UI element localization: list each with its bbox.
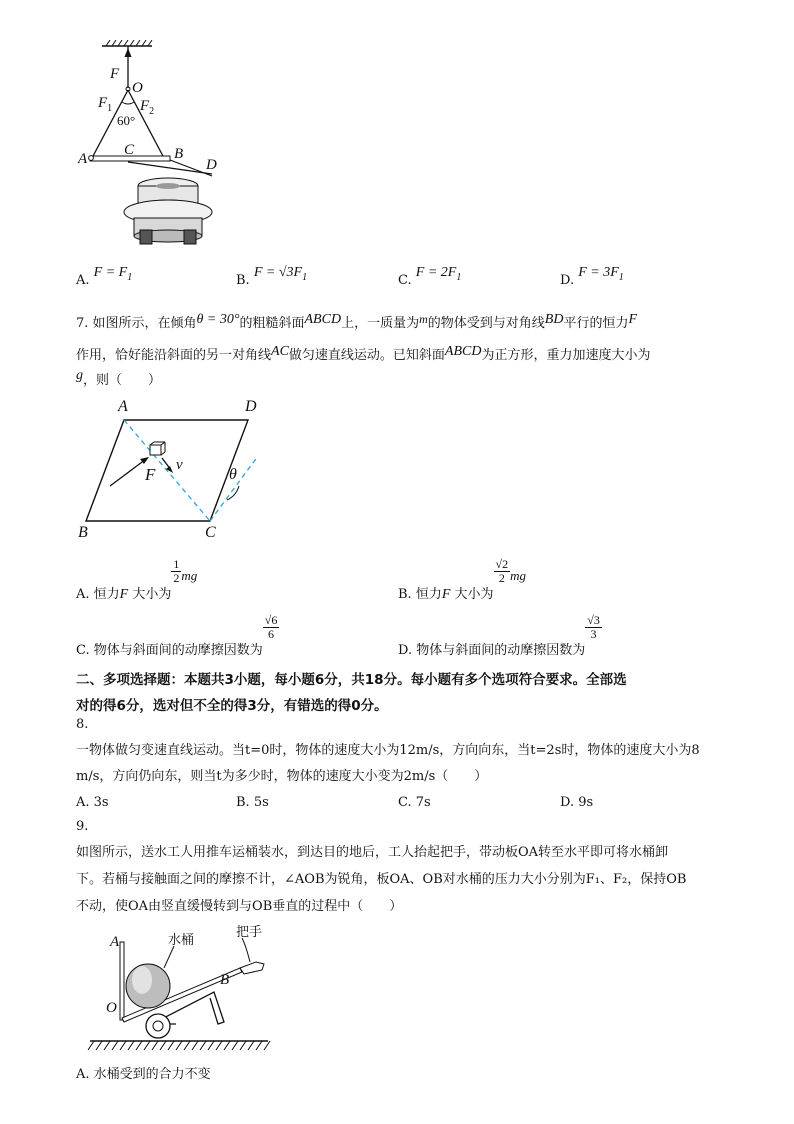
q8-option-a: A. 3s [76,795,109,810]
q6-label-C: C [124,142,135,158]
q9-label-bucket: 水桶 [168,933,195,948]
q6-option-c: C. $F = 2F_1$ [398,265,462,288]
q6-label-O: O [132,80,143,96]
section2-line-1: 二、多项选择题：本题共3小题，每小题6分，共18分。每小题有多个选项符合要求。全部选 [76,672,627,688]
q6-label-B: B [174,146,184,162]
q7-label-C: C [205,524,216,541]
q8-option-b: B. 5s [236,795,269,810]
q9-label-B: B [220,972,230,988]
q7-line-2: 作用，恰好能沿斜面的另一对角线AC做匀速直线运动。已知斜面ABCD为正方形，重力加速度大小为 [76,344,651,363]
section2-line-2: 对的得6分，选对但不全的得3分，有错选的得0分。 [76,698,388,714]
q6-label-A: A [78,151,88,167]
q9-line-3: 不动，使OA由竖直缓慢转到与OB垂直的过程中（ ） [76,899,403,914]
q7-option-b: B. 恒力F 大小为 $\frac{√2}{2}$ mg [398,557,527,602]
q6-label-angle: 60° [117,113,136,128]
q6-label-F2: $F_2$ [140,98,155,117]
q7-label-v: v [176,457,183,473]
q6-option-d: D. $F = 3F_1$ [560,265,624,288]
q7-label-F: F [145,465,156,484]
q8-option-c: C. 7s [398,795,431,810]
q9-number: 9. [76,819,89,834]
q6-option-a: A. $F = F_1$ [76,265,133,288]
q9-option-a: A. 水桶受到的合力不变 [76,1067,211,1082]
q7-label-D: D [245,398,257,415]
q7-option-a: A. 恒力F 大小为 $\frac{1}{2}$ mg [76,557,198,602]
q7-line-1: 7. 如图所示，在倾角θ = 30°的粗糙斜面ABCD上，一质量为m的物体受到与对角线BD平行的恒力F [76,312,638,331]
q6-label-D: D [206,157,217,173]
q8-number: 8. [76,717,89,732]
q6-option-b: B. $F = √3F_1$ [236,265,308,288]
q8-option-d: D. 9s [560,795,594,810]
q7-label-theta: θ [229,466,237,483]
q9-label-A: A [110,934,120,950]
q9-label-handle: 把手 [236,925,263,940]
q7-option-d: D. 物体与斜面间的动摩擦因数为 $\frac{√3}{3}$ [398,613,600,658]
q7-label-A: A [118,398,128,415]
q6-label-F: F [110,66,120,82]
q7-line-3: g，则（ ） [76,368,162,388]
q8-line-1: 一物体做匀变速直线运动。当t=0时，物体的速度大小为12m/s，方向向东，当t=2s时，物体的速度大小为8 [76,743,700,758]
q8-line-2: m/s，方向仍向东，则当t为多少时，物体的速度大小变为2m/s（ ） [76,769,488,784]
q9-label-O: O [106,1000,117,1016]
q6-label-F1: $F_1$ [98,95,113,114]
q6-figure [70,40,230,250]
q7-label-B: B [78,524,88,541]
q9-line-2: 下。若桶与接触面之间的摩擦不计，∠AOB为锐角，板OA、OB对水桶的压力大小分别为F₁、F₂，保持OB [76,872,687,887]
q7-option-c: C. 物体与斜面间的动摩擦因数为 $\frac{√6}{6}$ [76,613,278,658]
q9-line-1: 如图所示，送水工人用推车运桶装水，到达目的地后，工人抬起把手，带动板OA转至水平即可将水桶卸 [76,845,669,860]
